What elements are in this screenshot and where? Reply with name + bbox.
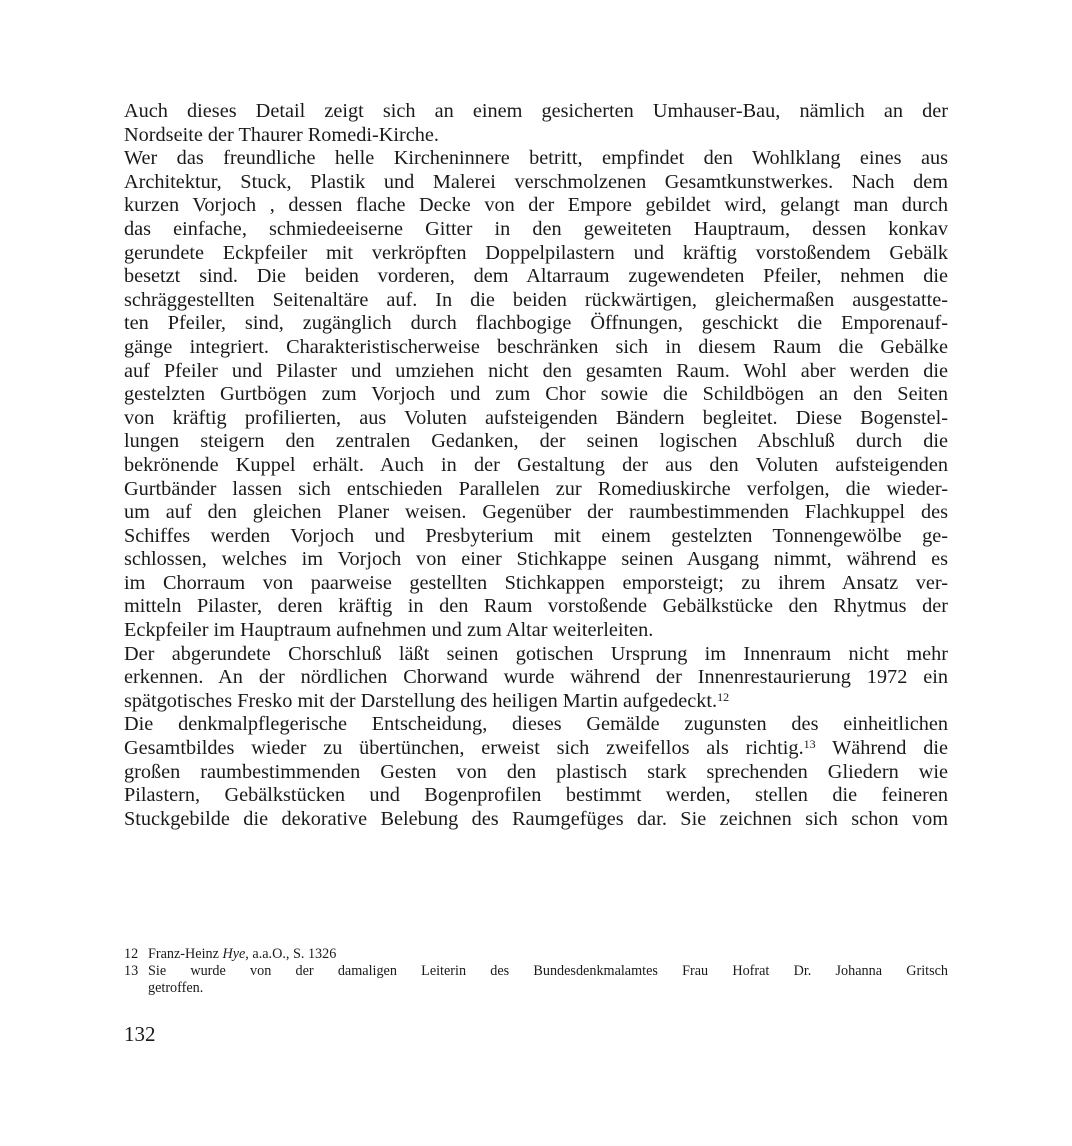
text-line-content: besetzt sind. Die beiden vorderen, dem Altarraum zugewendeten Pfeiler, nehmen die [124, 265, 948, 288]
text-line-content: kurzen Vorjoch , dessen flache Decke von der Empore gebildet wird, gelangt man durch [124, 194, 948, 217]
text-line-content: Eckpfeiler im Hauptraum aufnehmen und zum Altar weiterleiten. [124, 619, 654, 642]
text-line-content: spätgotisches Fresko mit der Darstellung des heiligen Martin aufgedeckt. [124, 689, 718, 712]
text-line-content: Wer das freundliche helle Kircheninnere betritt, empfindet den Wohlklang eines aus [124, 147, 948, 170]
page-number: 132 [124, 1022, 156, 1046]
text-line [124, 336, 948, 360]
footnote-text [148, 963, 948, 997]
footnote-line-text: getroffen. [148, 980, 204, 996]
text-line [124, 242, 948, 266]
text-line-content: Die denkmalpflegerische Entscheidung, dieses Gemälde zugunsten des einheitlichen [124, 713, 948, 736]
text-line-content: Pilastern, Gebälkstücken und Bogenprofilen bestimmt werden, stellen die feineren [124, 784, 948, 807]
footnote-line-continuation: a.a.O., S. 1326 [248, 946, 337, 962]
text-line [124, 572, 948, 596]
footnote-line [148, 963, 948, 980]
text-line-content: bekrönende Kuppel erhält. Auch in der Gestaltung der aus den Voluten aufsteigenden [124, 453, 948, 476]
text-line-content: Gesamtbildes wieder zu übertünchen, erweist sich zweifellos als richtig. [124, 737, 804, 760]
text-line-content: Stuckgebilde die dekorative Belebung des Raumgefüges dar. Sie zeichnen sich schon vom [124, 807, 948, 830]
text-line-content: schlossen, welches im Vorjoch von einer Stichkappe seinen Ausgang nimmt, während es [124, 548, 948, 571]
text-line [124, 808, 948, 832]
text-line [124, 595, 948, 619]
text-line-content: das einfache, schmiedeeiserne Gitter in den geweiteten Hauptraum, dessen konkav [124, 217, 948, 240]
text-line-content: von kräftig profilierten, aus Voluten aufsteigenden Bändern begleitet. Diese Bogenstel- [124, 406, 948, 429]
text-line-content: Auch dieses Detail zeigt sich an einem gesicherten Umhauser-Bau, nämlich an der [124, 100, 948, 122]
text-line [124, 430, 948, 454]
text-line [124, 666, 948, 690]
text-line-content: um auf den gleichen Planer weisen. Gegenüber der raumbestimmenden Flachkuppel des [124, 501, 948, 524]
text-line [124, 218, 948, 242]
footnote-reference: 13 [803, 737, 816, 752]
text-line-content: ten Pfeiler, sind, zugänglich durch flachbogige Öffnungen, geschickt die Emporenauf- [124, 312, 948, 335]
text-line [124, 525, 948, 549]
text-line-content: großen raumbestimmenden Gesten von den plastisch stark sprechenden Gliedern wie [124, 760, 948, 783]
body-text [124, 100, 948, 831]
text-line-content: Architektur, Stuck, Plastik und Malerei verschmolzenen Gesamtkunstwerkes. Nach dem [124, 170, 948, 193]
text-line-continuation: Während die [815, 737, 948, 760]
text-line [124, 761, 948, 785]
text-line-content: gänge integriert. Charakteristischerweise beschränken sich in diesem Raum die Gebälke [124, 335, 948, 358]
text-line-content: auf Pfeiler und Pilaster und umziehen nicht den gesamten Raum. Wohl aber werden die [124, 359, 948, 382]
footnote-line [148, 980, 948, 997]
text-line-content: Gurtbänder lassen sich entschieden Parallelen zur Romediuskirche verfolgen, die wieder- [124, 477, 948, 500]
text-line [124, 784, 948, 808]
text-line [124, 643, 948, 667]
text-line [124, 194, 948, 218]
footnote-line-text: Franz-Heinz [148, 946, 223, 962]
text-line [124, 713, 948, 737]
text-line [124, 454, 948, 478]
text-line [124, 265, 948, 289]
footnote-reference: 12 [717, 689, 730, 704]
footnote [124, 946, 948, 963]
text-line-content: im Chorraum von paarweise gestellten Stichkappen emporsteigt; zu ihrem Ansatz ver- [124, 571, 948, 594]
text-line-content: mitteln Pilaster, deren kräftig in den Raum vorstoßende Gebälkstücke den Rhytmus der [124, 595, 948, 618]
text-line [124, 312, 948, 336]
text-line [124, 501, 948, 525]
text-line [124, 289, 948, 313]
text-line-content: gestelzten Gurtbögen zum Vorjoch und zum Chor sowie die Schildbögen an den Seiten [124, 383, 948, 406]
text-line [124, 100, 948, 124]
footnote-number: 13 [124, 963, 139, 979]
text-line [124, 360, 948, 384]
text-line [124, 171, 948, 195]
footnote-line-text: Sie wurde von der damaligen Leiterin des Bundesdenkmalamtes Frau Hofrat Dr. Johanna Gritsch [148, 963, 948, 979]
text-line [124, 124, 948, 148]
text-line-content: Der abgerundete Chorschluß läßt seinen gotischen Ursprung im Innenraum nicht mehr [124, 642, 948, 665]
text-line [124, 383, 948, 407]
footnotes [124, 946, 948, 997]
footnote-number: 12 [124, 946, 139, 962]
text-line [124, 407, 948, 431]
text-line-content: Nordseite der Thaurer Romedi-Kirche. [124, 123, 439, 146]
text-line [124, 737, 948, 761]
footnote-author-italic: Hye, [222, 946, 249, 962]
text-line-content: schräggestellten Seitenaltäre auf. In die beiden rückwärtigen, gleichermaßen ausgestatte- [124, 288, 948, 311]
footnote-text [148, 946, 948, 963]
text-line-content: gerundete Eckpfeiler mit verkröpften Doppelpilastern und kräftig vorstoßendem Gebälk [124, 241, 948, 264]
text-line [124, 478, 948, 502]
footnote-line [148, 946, 948, 963]
text-line [124, 690, 948, 714]
text-line-content: Schiffes werden Vorjoch und Presbyterium mit einem gestelzten Tonnengewölbe ge- [124, 524, 948, 547]
text-line [124, 548, 948, 572]
text-line-content: lungen steigern den zentralen Gedanken, der seinen logischen Abschluß durch die [124, 430, 948, 453]
text-line-content: erkennen. An der nördlichen Chorwand wurde während der Innenrestaurierung 1972 ein [124, 666, 948, 689]
text-line [124, 619, 948, 643]
text-line [124, 147, 948, 171]
footnote [124, 963, 948, 997]
